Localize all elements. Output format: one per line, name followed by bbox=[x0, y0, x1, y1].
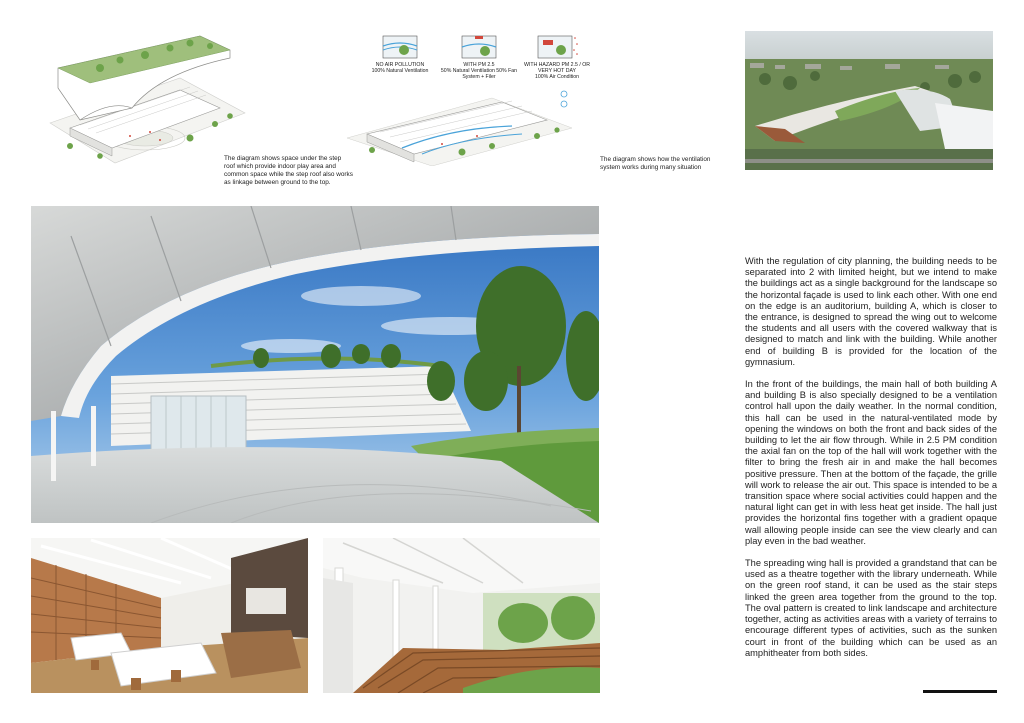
condition-1-title: NO AIR POLLUTION bbox=[375, 62, 425, 68]
end-rule bbox=[923, 690, 997, 693]
aerial-photo bbox=[745, 31, 993, 170]
body-paragraph-1: With the regulation of city planning, the building needs to be separated into 2 with limited height, but we intend to make the buildings act as a single background for the landscape so the horizontal façade is used to link each other. With one end on the edge is an auditorium, building A, which is closer to the entrance, is designed to spread the wing out to welcome the students and all users with the covered walkway that is designed to match and link with the building. While another end of building B is provided for the location of the gymnasium. bbox=[745, 256, 997, 367]
condition-2-illustration bbox=[459, 32, 499, 62]
condition-1-detail: 100% Natural Ventilation bbox=[371, 68, 429, 75]
condition-pm25 bbox=[439, 32, 519, 81]
axonometric-diagram-step-roof bbox=[40, 28, 250, 168]
condition-3-detail: 100% Air Condition bbox=[534, 74, 580, 81]
condition-2-title: WITH PM 2.5 bbox=[463, 62, 495, 68]
body-text-column bbox=[745, 256, 997, 670]
condition-3-title: WITH HAZARD PM 2.5 / OR VERY HOT DAY bbox=[523, 62, 590, 75]
ventilation-axonometric bbox=[342, 88, 582, 166]
axonometric-diagram-ventilation bbox=[342, 88, 582, 166]
condition-1-illustration bbox=[380, 32, 420, 62]
condition-hazard bbox=[519, 32, 595, 81]
grandstand-photo-illustration bbox=[323, 538, 600, 693]
grandstand-interior-photo bbox=[323, 538, 600, 693]
condition-natural-ventilation bbox=[365, 32, 435, 74]
condition-3-illustration bbox=[535, 32, 579, 62]
left-diagram-caption: The diagram shows space under the step roof which provide indoor play area and common space while the step roof also works as linkage between ground to the top. bbox=[224, 155, 353, 186]
aerial-photo-illustration bbox=[745, 31, 993, 170]
condition-2-detail: 50% Natural Ventilation 50% Fan System + Filer bbox=[440, 68, 518, 81]
main-photo-canopy bbox=[31, 206, 599, 523]
body-paragraph-2: In the front of the buildings, the main hall of both building A and building B is also specially designed to be a ventilation control hall upon the daily weather. In the normal condition, this hall can be used in the natural-ventilated mode by opening the windows on both the front and back sides of the building to let the air flow through. While in 2.5 PM condition the axial fan on the top of the hall will work together with the filter to bring the fresh air in and make the hall becomes positive pressure. Then at the bottom of the façade, the grille will work to release the air out. This space is intended to be a transition space where social activities could happen and the natural light can get in with less heat get inside. The hall just provides the horizontal fins together with a gradient opaque wall allowing people inside can see the view clearly and can play even in the bad weather. bbox=[745, 379, 997, 546]
right-diagram-caption: The diagram shows how the ventilation system works during many situation bbox=[600, 156, 711, 171]
canopy-photo-illustration bbox=[31, 206, 599, 523]
library-interior-photo bbox=[31, 538, 308, 693]
library-photo-illustration bbox=[31, 538, 308, 693]
ventilation-conditions bbox=[355, 24, 595, 88]
step-roof-axonometric bbox=[40, 28, 250, 168]
body-paragraph-3: The spreading wing hall is provided a grandstand that can be used as a theatre together with the library underneath. While on the green roof stand, it can be used as the stair steps linked the green area together from the ground to the top. The oval pattern is created to link landscape and architecture together, acting as activities areas with a variety of terrains to encourage different types of activities, such as the sunken court in front of the building which can be used as an amphitheater from both sides. bbox=[745, 558, 997, 658]
